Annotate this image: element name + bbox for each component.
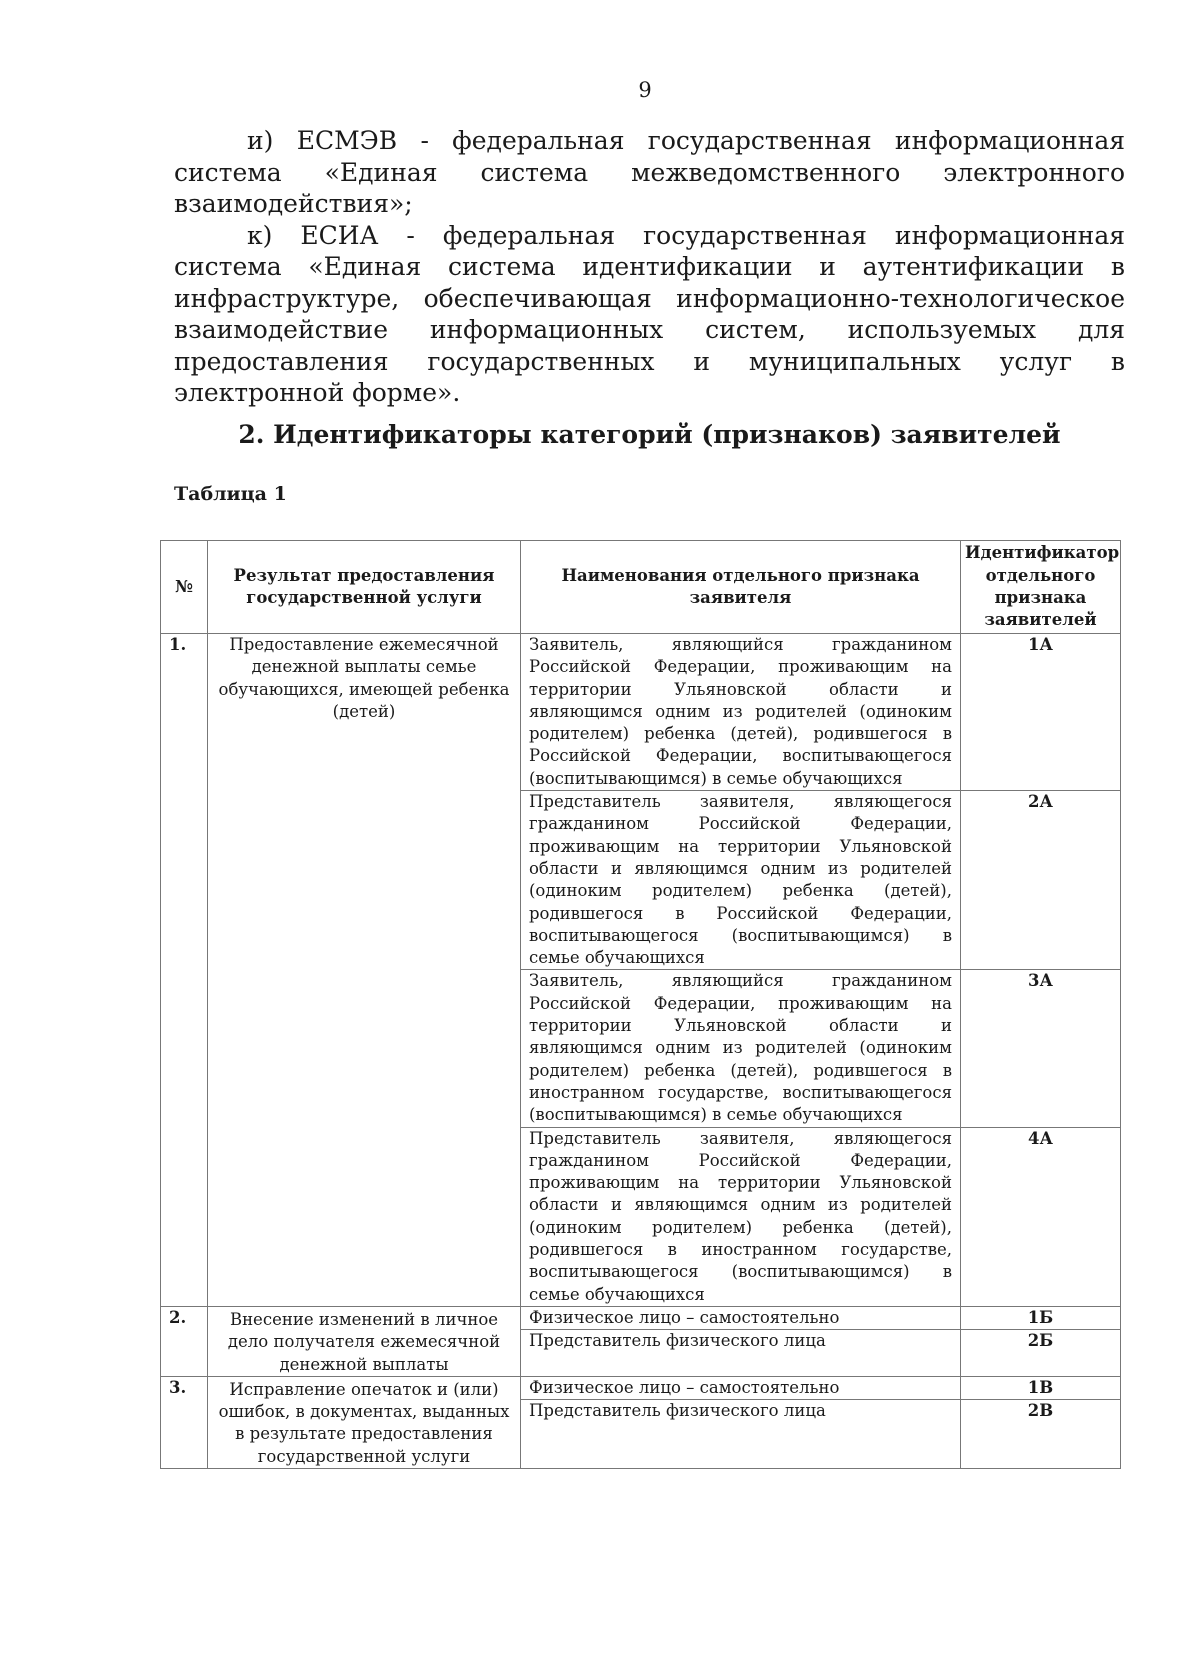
table-row (161, 634, 1121, 791)
service-result: Предоставление ежемесячной денежной выплаты семье обучающихся, имеющей ребенка (детей) (208, 634, 521, 1307)
table-label: Таблица 1 (174, 483, 287, 505)
identifier: 1В (961, 1376, 1121, 1399)
identifier: 2В (961, 1400, 1121, 1469)
table-row (161, 1306, 1121, 1329)
applicant-identifiers-table (160, 540, 1121, 1469)
attribute-name: Представитель физического лица (521, 1400, 961, 1469)
row-number: 1. (161, 634, 208, 1307)
row-number: 2. (161, 1306, 208, 1376)
service-result: Исправление опечаток и (или) ошибок, в документах, выданных в результате предоставления государственной услуги (208, 1376, 521, 1468)
header-attribute-name: Наименования отдельного признака заявителя (521, 541, 961, 634)
body-text (174, 125, 1125, 409)
section-title: 2. Идентификаторы категорий (признаков) заявителей (238, 420, 1061, 449)
identifier: 4А (961, 1127, 1121, 1306)
attribute-name: Физическое лицо – самостоятельно (521, 1376, 961, 1399)
header-identifier: Идентификатор отдельного признака заявителей (961, 541, 1121, 634)
table-header-row (161, 541, 1121, 634)
table-row (161, 1376, 1121, 1399)
paragraph-esmev: и) ЕСМЭВ - федеральная государственная информационная система «Единая система межведомственного электронного взаимодействия»; (174, 126, 1125, 218)
identifier: 2А (961, 791, 1121, 970)
attribute-name: Заявитель, являющийся гражданином Российской Федерации, проживающим на территории Ульяновской области и являющимся одним из родителей (одиноким родителем) ребенка (детей), родившегося в Российской Федерации, воспитывающегося (воспитывающимся) в семье обучающихся (521, 634, 961, 791)
attribute-name: Представитель физического лица (521, 1330, 961, 1377)
attribute-name: Заявитель, являющийся гражданином Российской Федерации, проживающим на территории Ульяновской области и являющимся одним из родителей (одиноким родителем) ребенка (детей), родившегося в иностранном государстве, воспитывающегося (воспитывающимся) в семье обучающихся (521, 970, 961, 1127)
header-number: № (161, 541, 208, 634)
row-number: 3. (161, 1376, 208, 1468)
identifier: 1А (961, 634, 1121, 791)
header-result: Результат предоставления государственной услуги (208, 541, 521, 634)
page-number: 9 (638, 78, 652, 102)
attribute-name: Физическое лицо – самостоятельно (521, 1306, 961, 1329)
paragraph-esia: к) ЕСИА - федеральная государственная информационная система «Единая система идентификации и аутентификации в инфраструктуре, обеспечивающая информационно-технологическое взаимодействие информационных систем, используемых для предоставления государственных и муниципальных услуг в электронной форме». (174, 220, 1125, 407)
attribute-name: Представитель заявителя, являющегося гражданином Российской Федерации, проживающим на территории Ульяновской области и являющимся одним из родителей (одиноким родителем) ребенка (детей), родившегося в Российской Федерации, воспитывающегося (воспитывающимся) в семье обучающихся (521, 791, 961, 970)
identifier: 3А (961, 970, 1121, 1127)
identifier: 1Б (961, 1306, 1121, 1329)
attribute-name: Представитель заявителя, являющегося гражданином Российской Федерации, проживающим на территории Ульяновской области и являющимся одним из родителей (одиноким родителем) ребенка (детей), родившегося в иностранном государстве, воспитывающегося (воспитывающимся) в семье обучающихся (521, 1127, 961, 1306)
service-result: Внесение изменений в личное дело получателя ежемесячной денежной выплаты (208, 1306, 521, 1376)
identifier: 2Б (961, 1330, 1121, 1377)
